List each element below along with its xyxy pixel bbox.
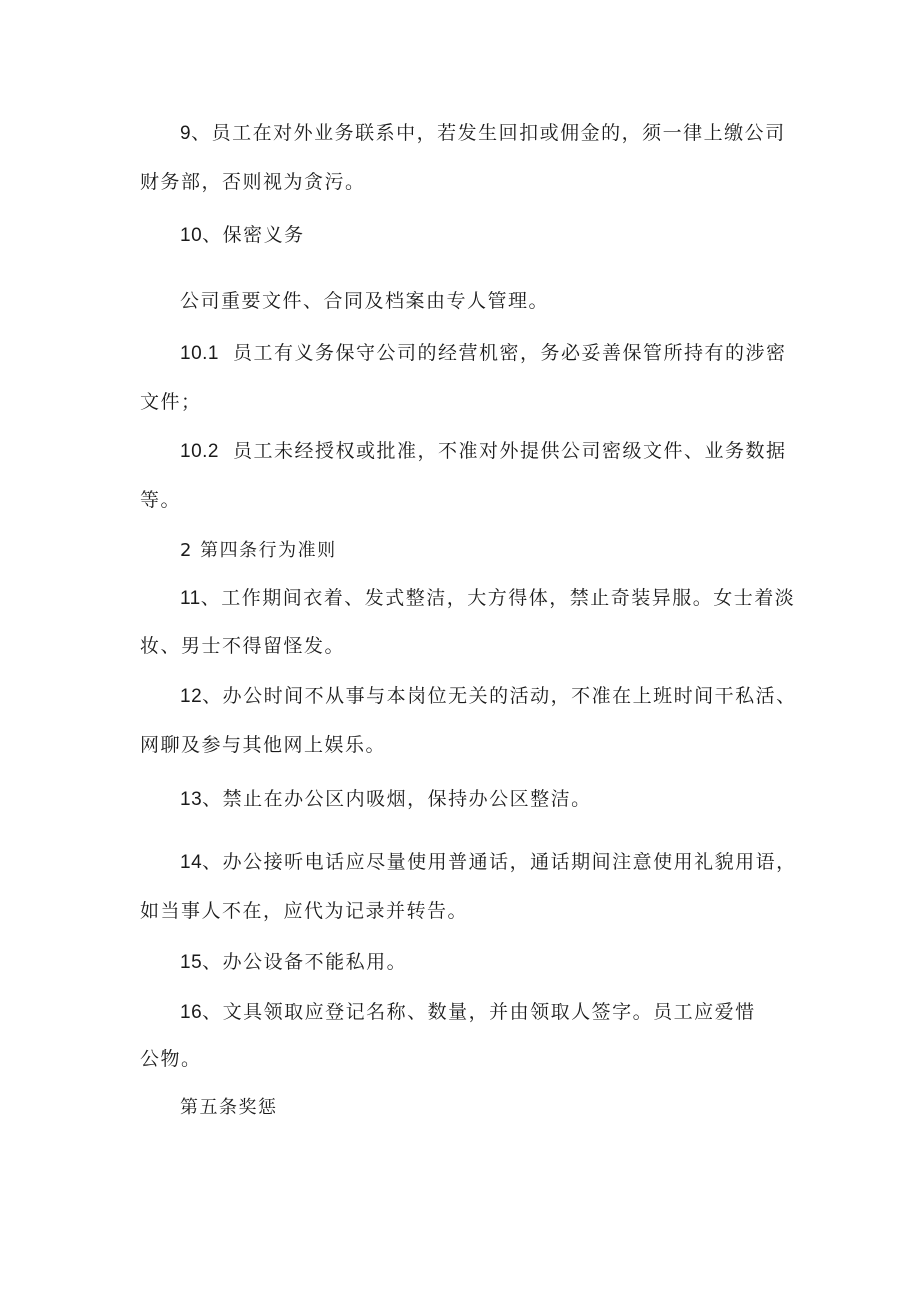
heading-text: 、保密义务 bbox=[202, 224, 305, 246]
paragraph-text: 、办公设备不能私用。 bbox=[202, 951, 408, 973]
paragraph-16-line-1 bbox=[180, 998, 756, 1027]
item-number: 13 bbox=[180, 789, 203, 810]
paragraph-text: 、员工在对外业务联系中，若发生回扣或佣金的，须一律上缴公司 bbox=[191, 122, 786, 144]
item-number: 15 bbox=[180, 952, 203, 973]
paragraph-text: 、禁止在办公区内吸烟，保持办公区整洁。 bbox=[202, 788, 592, 810]
paragraph-text: 、工作期间衣着、发式整洁，大方得体，禁止奇装异服。女士着淡 bbox=[200, 587, 796, 609]
paragraph-14-line-2: 如当事人不在，应代为记录并转告。 bbox=[140, 900, 469, 922]
paragraph-10-1-line-1 bbox=[180, 339, 787, 368]
item-number: 10.2 bbox=[180, 441, 219, 462]
item-number: 11 bbox=[180, 588, 201, 609]
item-number: 14 bbox=[180, 852, 203, 873]
item-number: 16 bbox=[180, 1002, 203, 1023]
item-number: 9 bbox=[180, 123, 192, 144]
paragraph-10-1-line-2: 文件； bbox=[140, 391, 202, 413]
section-heading-5: 第五条奖惩 bbox=[180, 1097, 278, 1118]
paragraph-11-line-2: 妆、男士不得留怪发。 bbox=[140, 635, 346, 657]
paragraph-9-line-2: 财务部，否则视为贪污。 bbox=[140, 171, 366, 193]
item-number: 10 bbox=[180, 225, 203, 246]
item-number: 10.1 bbox=[180, 343, 219, 364]
paragraph-text: 员工未经授权或批准，不准对外提供公司密级文件、业务数据 bbox=[232, 440, 787, 462]
paragraph-archive: 公司重要文件、合同及档案由专人管理。 bbox=[180, 290, 550, 312]
paragraph-9-line-1 bbox=[180, 119, 786, 148]
heading-10 bbox=[180, 221, 305, 250]
item-number: 12 bbox=[180, 686, 203, 707]
paragraph-14-line-1 bbox=[180, 848, 797, 877]
paragraph-text: 、办公时间不从事与本岗位无关的活动，不准在上班时间干私活、 bbox=[202, 685, 797, 707]
paragraph-text: 员工有义务保守公司的经营机密，务必妥善保管所持有的涉密 bbox=[232, 342, 787, 364]
paragraph-15 bbox=[180, 948, 407, 977]
paragraph-12-line-1 bbox=[180, 682, 797, 711]
paragraph-11-line-1 bbox=[180, 584, 795, 613]
paragraph-10-2-line-1 bbox=[180, 437, 787, 466]
section-heading-4: 2 第四条行为准则 bbox=[180, 540, 337, 561]
paragraph-10-2-line-2: 等。 bbox=[140, 489, 182, 511]
paragraph-13 bbox=[180, 785, 592, 814]
paragraph-text: 、办公接听电话应尽量使用普通话，通话期间注意使用礼貌用语， bbox=[202, 851, 797, 873]
paragraph-text: 、文具领取应登记名称、数量，并由领取人签字。员工应爱惜 bbox=[202, 1001, 756, 1023]
paragraph-16-line-2: 公物。 bbox=[140, 1048, 202, 1070]
paragraph-12-line-2: 网聊及参与其他网上娱乐。 bbox=[140, 734, 387, 756]
